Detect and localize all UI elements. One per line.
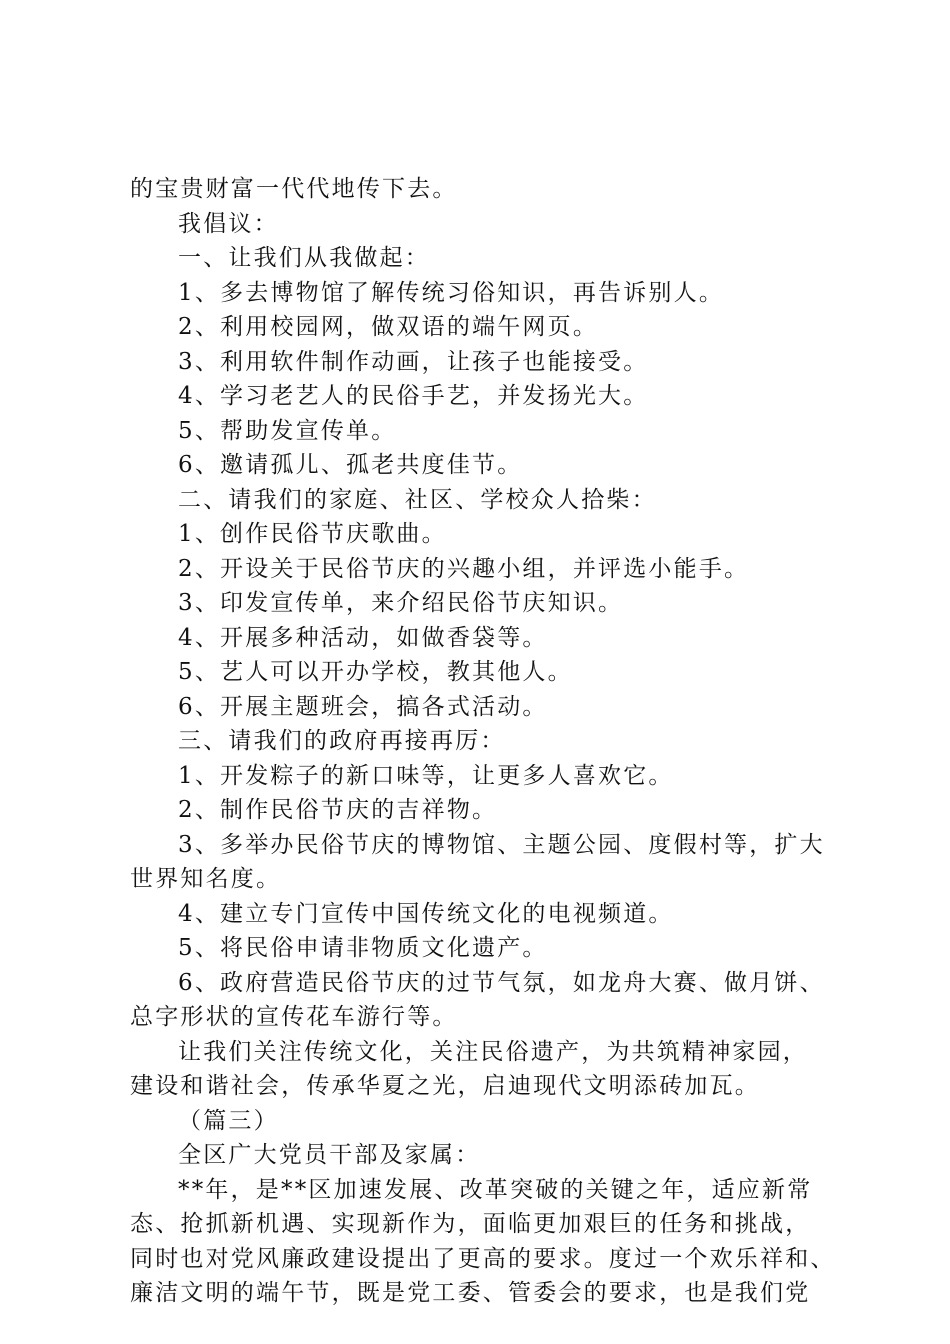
list-item: 3、印发宣传单，来介绍民俗节庆知识。 (178, 590, 624, 616)
list-item: 4、开展多种活动，如做香袋等。 (178, 624, 548, 651)
text-line: 的宝贵财富一代代地传下去。 (130, 176, 458, 202)
list-item: 6、开展主题班会，搞各式活动。 (178, 693, 548, 720)
list-item: 5、帮助发宣传单。 (178, 417, 397, 444)
paragraph-line: 廉洁文明的端午节，既是党工委、管委会的要求，也是我们党 (130, 1280, 811, 1306)
paragraph-line: 建设和谐社会，传承华夏之光，启迪现代文明添砖加瓦。 (130, 1073, 760, 1099)
paragraph-line: 同时也对党风廉政建设提出了更高的要求。度过一个欢乐祥和、 (130, 1245, 836, 1272)
list-item: 1、创作民俗节庆歌曲。 (178, 521, 447, 547)
list-item: 6、邀请孤儿、孤老共度佳节。 (178, 452, 523, 478)
text-line: 总字形状的宣传花车游行等。 (130, 1004, 458, 1030)
list-item: 3、多举办民俗节庆的博物馆、主题公园、度假村等，扩大 (178, 831, 825, 858)
text-line: 我倡议： (178, 210, 279, 237)
section-heading: 三、请我们的政府再接再厉： (178, 728, 506, 754)
list-item: 2、制作民俗节庆的吉祥物。 (178, 797, 498, 823)
paragraph-line: **年，是**区加速发展、改革突破的关键之年，适应新常 (178, 1176, 813, 1203)
section-title: （篇三） (178, 1107, 279, 1134)
list-item: 5、将民俗申请非物质文化遗产。 (178, 935, 548, 961)
list-item: 4、学习老艺人的民俗手艺，并发扬光大。 (178, 383, 649, 409)
document-body (130, 172, 836, 1311)
paragraph-line: 态、抢抓新机遇、实现新作为，面临更加艰巨的任务和挑战， (130, 1211, 811, 1237)
list-item: 2、开设关于民俗节庆的兴趣小组，并评选小能手。 (178, 555, 750, 582)
list-item: 5、艺人可以开办学校，教其他人。 (178, 659, 573, 685)
list-item: 4、建立专门宣传中国传统文化的电视频道。 (178, 900, 674, 927)
salutation: 全区广大党员干部及家属： (178, 1142, 481, 1168)
list-item: 6、政府营造民俗节庆的过节气氛，如龙舟大赛、做月饼、 (178, 969, 825, 996)
list-item: 3、利用软件制作动画，让孩子也能接受。 (178, 348, 649, 375)
list-item: 2、利用校园网，做双语的端午网页。 (178, 314, 599, 340)
paragraph-line: 让我们关注传统文化，关注民俗遗产，为共筑精神家园， (178, 1038, 808, 1065)
text-line: 世界知名度。 (130, 866, 282, 892)
section-heading: 一、让我们从我做起： (178, 245, 430, 271)
section-heading: 二、请我们的家庭、社区、学校众人拾柴： (178, 486, 657, 513)
list-item: 1、多去博物馆了解传统习俗知识，再告诉别人。 (178, 279, 725, 306)
list-item: 1、开发粽子的新口味等，让更多人喜欢它。 (178, 762, 674, 789)
